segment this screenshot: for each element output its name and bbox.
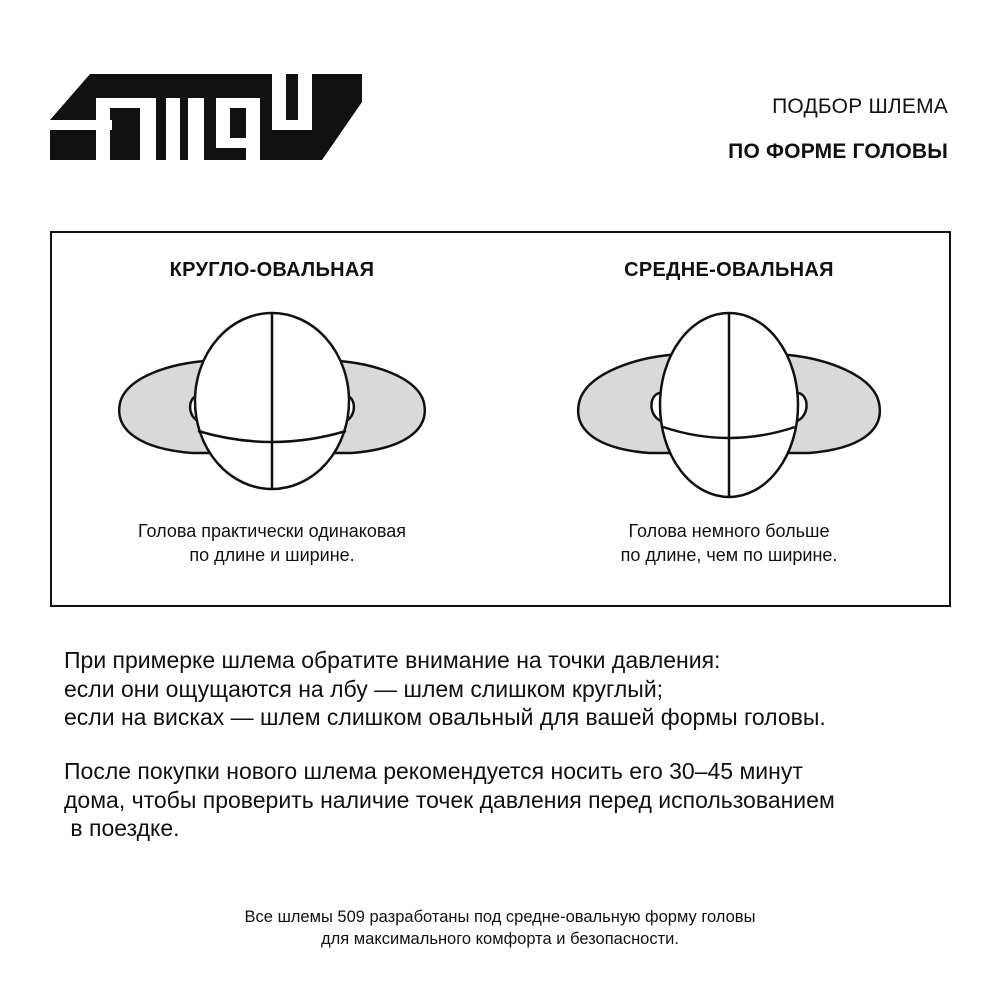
round-oval-head-icon: [112, 303, 432, 503]
footer-note: Все шлемы 509 разработаны под средне-овальную форму головы для максимального комфорта и безопасности.: [244, 908, 756, 948]
shape-title: СРЕДНЕ-ОВАЛЬНАЯ: [624, 259, 834, 281]
brand-logo: [50, 74, 362, 160]
pressure-points-paragraph: При примерке шлема обратите внимание на точки давления: если они ощущаются на лбу — шлем слишком круглый; если на висках — шлем слишком овальный для вашей формы головы.: [64, 647, 826, 730]
shape-description: Голова практически одинаковая по длине и ширине.: [137, 521, 407, 565]
head-shape-comparison-panel: [50, 231, 951, 607]
page-title-line2: ПО ФОРМЕ ГОЛОВЫ: [728, 140, 948, 163]
break-in-paragraph: После покупки нового шлема рекомендуется носить его 30–45 минут дома, чтобы проверить наличие точек давления перед использованием в поездке.: [64, 758, 835, 841]
medium-oval-head-icon: [569, 303, 889, 503]
shape-title: КРУГЛО-ОВАЛЬНАЯ: [169, 259, 375, 281]
shape-description: Голова немного больше по длине, чем по ширине.: [620, 521, 838, 565]
page-title-line1: ПОДБОР ШЛЕМА: [772, 95, 948, 118]
